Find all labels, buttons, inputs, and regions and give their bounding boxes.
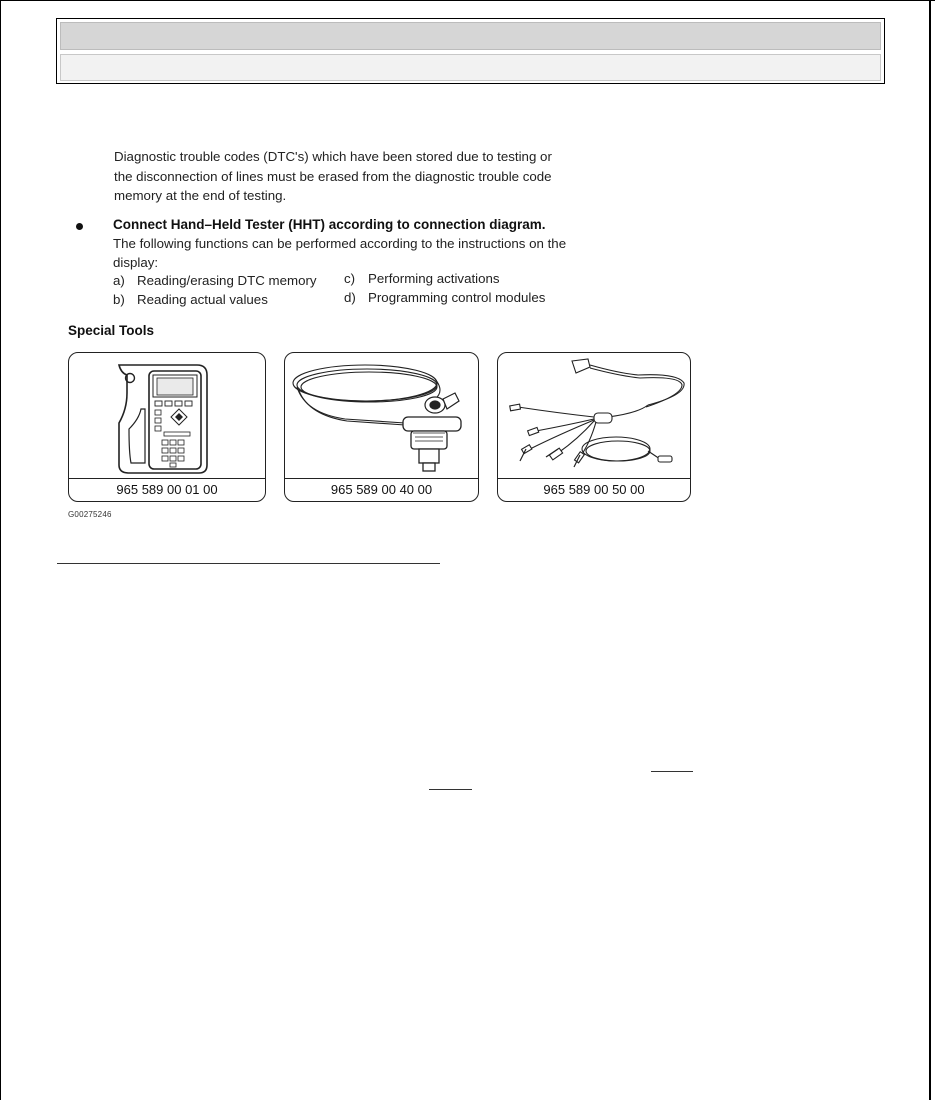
tool-card-hand-held-tester — [68, 352, 266, 502]
tool-part-number: 965 589 00 40 00 — [285, 478, 478, 501]
tool-part-number: 965 589 00 50 00 — [498, 478, 690, 501]
function-item — [344, 290, 545, 305]
tool-part-number: 965 589 00 01 00 — [69, 478, 265, 501]
separator-line — [57, 563, 440, 564]
function-text: Reading actual values — [137, 292, 268, 307]
separator-line — [651, 771, 693, 772]
function-text: Programming control modules — [368, 290, 546, 305]
adapter-cable-icon — [498, 353, 691, 479]
bullet-body: The following functions can be performed according to the instructions on the display: — [113, 236, 567, 270]
function-letter: a) — [113, 273, 125, 288]
function-item — [113, 292, 268, 307]
header-title-bar — [60, 22, 881, 50]
function-letter: d) — [344, 290, 356, 305]
page-border-top — [0, 0, 935, 1]
separator-line — [429, 789, 472, 790]
function-text: Performing activations — [368, 271, 500, 286]
tool-card-adapter-cable — [497, 352, 691, 502]
tool-card-connection-cable — [284, 352, 479, 502]
header-subtitle-bar — [60, 54, 881, 81]
header-box — [56, 18, 885, 84]
bullet-heading: Connect Hand–Held Tester (HHT) according to connection diagram. — [113, 217, 546, 232]
page-border-right — [929, 0, 931, 1100]
bullet-icon — [76, 223, 83, 230]
function-text: Reading/erasing DTC memory — [137, 273, 317, 288]
page-border-left — [0, 0, 1, 1100]
connection-cable-icon — [285, 353, 479, 479]
intro-paragraph: Diagnostic trouble codes (DTC's) which have been stored due to testing or the disconnection of lines must be erased from the diagnostic trouble code memory at the end of testing. — [114, 149, 552, 203]
hand-held-tester-icon — [69, 353, 266, 479]
function-letter: b) — [113, 292, 125, 307]
special-tools-title: Special Tools — [68, 323, 155, 338]
figure-id: G00275246 — [68, 510, 112, 519]
function-letter: c) — [344, 271, 356, 286]
function-item — [113, 273, 317, 288]
function-item — [344, 271, 500, 286]
